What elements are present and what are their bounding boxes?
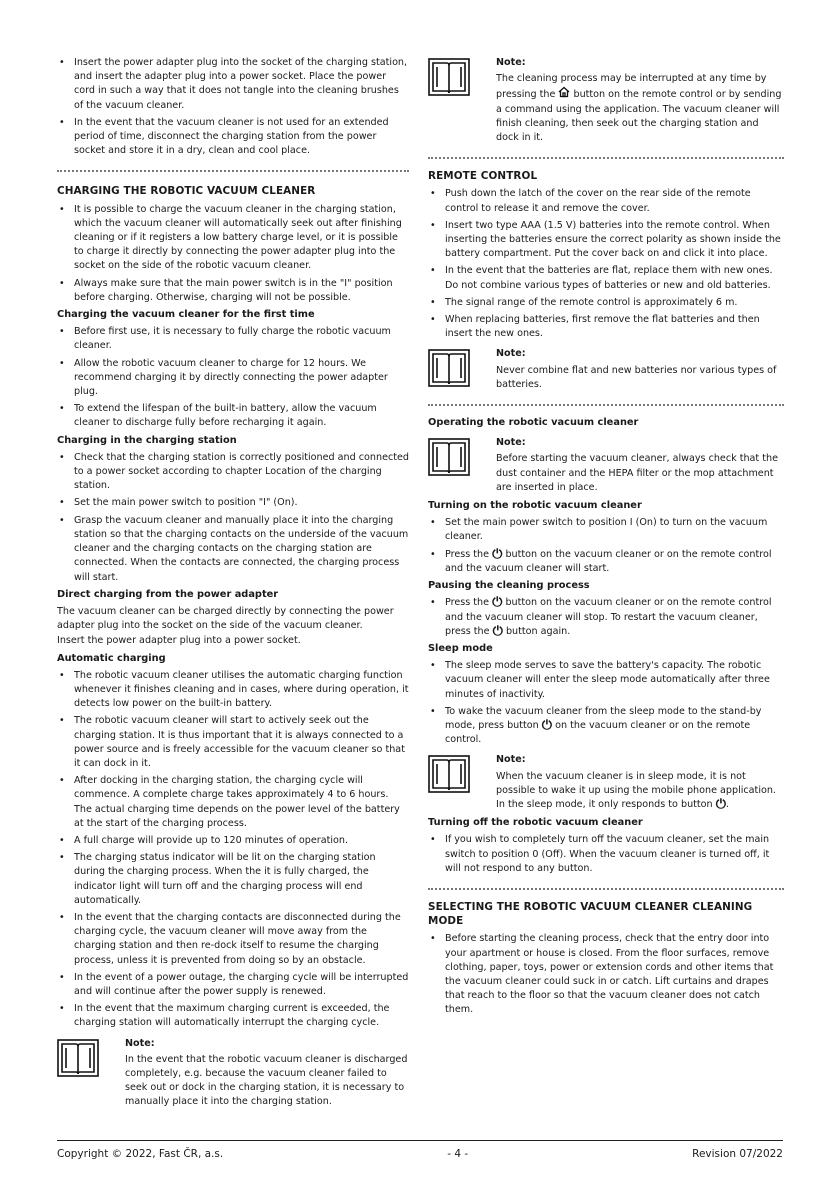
book-icon — [428, 755, 470, 793]
dotted-separator — [57, 170, 409, 172]
page-number: - 4 - — [447, 1148, 469, 1160]
list-item: • To extend the lifespan of the built-in battery, allow the vacuum cleaner to discharge fully before recharging it again. — [57, 402, 409, 430]
note-box — [57, 1037, 409, 1110]
list-item: • Insert the power adapter plug into the socket of the charging station, and insert the adapter plug into a power socket. Place the power cord in such a way that it does not tangle into the cleaning brushes of the vacuum cleaner. — [57, 56, 409, 113]
text-part: on the vacuum cleaner or on the remote control. — [445, 719, 751, 746]
book-icon — [57, 1039, 99, 1077]
note-text — [496, 798, 784, 812]
note-title: Note: — [496, 437, 526, 449]
list-item: • Always make sure that the main power switch is in the "I" position before charging. Otherwise, charging will not be possible. — [57, 277, 409, 305]
turning-off-list — [428, 833, 784, 876]
text-part: . — [725, 798, 730, 810]
list-item: • When replacing batteries, first remove the flat batteries and then insert the new ones. — [428, 313, 784, 341]
list-item: • The robotic vacuum cleaner utilises the automatic charging function whenever it finishes cleaning and in cases, where during operation, it detects low power on the built-in battery. — [57, 669, 409, 712]
text-part: button on the vacuum cleaner or on the remote control and the vacuum cleaner will start. — [445, 548, 772, 574]
station-list — [57, 451, 409, 585]
section-heading-charging: CHARGING THE ROBOTIC VACUUM CLEANER — [57, 185, 316, 198]
intro-list — [57, 56, 409, 158]
text-part: To wake the vacuum cleaner from the sleep mode to the stand-by mode, press button — [445, 705, 762, 731]
list-item: • In the event that the charging contacts are disconnected during the charging cycle, the vacuum cleaner will move away from the charging station and then re-dock itself to resume the charging process, unless it is prevented from doing so by an obstacle. — [57, 911, 409, 968]
note-box — [428, 753, 784, 812]
home-icon — [558, 86, 570, 100]
revision: Revision 07/2022 — [692, 1148, 783, 1160]
subheading-automatic: Automatic charging — [57, 652, 166, 664]
list-item: • The robotic vacuum cleaner will start to actively seek out the charging station. It is thus important that it is always connected to a power source and is freely accessible for the vacuum cleaner so that it can dock in it. — [57, 714, 409, 771]
subheading-direct: Direct charging from the power adapter — [57, 588, 279, 600]
note-text: In the event that the robotic vacuum cleaner is discharged completely, e.g. because the vacuum cleaner failed to seek out or dock in the charging station, it is necessary to manually place it into the charging station. — [125, 1053, 408, 1108]
book-icon — [428, 349, 470, 387]
list-item — [428, 705, 784, 748]
note-text-part: button on the remote control or by sending a command using the application. The vacuum cleaner will finish cleaning, then seek out the charging station and dock in it. — [496, 89, 782, 144]
note-text: Never combine flat and new batteries nor various types of batteries. — [496, 364, 777, 390]
list-item: • The sleep mode serves to save the battery's capacity. The robotic vacuum cleaner will enter the sleep mode automatically after three minutes of inactivity. — [428, 659, 784, 702]
text-part: button again. — [505, 625, 571, 637]
book-icon — [428, 58, 470, 96]
note-content — [496, 436, 784, 495]
sleep-list — [428, 659, 784, 747]
note-text: Before starting the vacuum cleaner, always check that the dust container and the HEPA filter or the mop attachment are inserted in place. — [496, 453, 778, 493]
remote-list — [428, 187, 784, 341]
note-title: Note: — [496, 57, 526, 68]
note-text: When the vacuum cleaner is in sleep mode, it is not possible to wake it up using the mobile phone application. — [496, 770, 776, 796]
list-item: • In the event of a power outage, the charging cycle will be interrupted and will continue after the power supply is renewed. — [57, 971, 409, 999]
list-item: • A full charge will provide up to 120 minutes of operation. — [57, 834, 409, 848]
page-footer — [57, 1140, 783, 1160]
section-heading-mode: SELECTING THE ROBOTIC VACUUM CLEANER CLEANING MODE — [428, 900, 753, 928]
text-part: Press the — [445, 548, 490, 560]
list-item: • Grasp the vacuum cleaner and manually place it into the charging station so that the charging contacts on the underside of the vacuum cleaner and the charging contacts on the charging station are connected. When the contacts are connected, the charging process will start. — [57, 514, 409, 585]
list-item: • The charging status indicator will be lit on the charging station during the charging process. When the it is fully charged, the indicator light will turn off and the charging process will end automatically. — [57, 851, 409, 908]
list-item: • Set the main power switch to position "I" (On). — [57, 496, 409, 510]
list-item: • Insert two type AAA (1.5 V) batteries into the remote control. When inserting the batteries ensure the correct polarity as shown inside the battery compartment. Put the cover back on and click it into place. — [428, 219, 784, 262]
list-item — [428, 548, 784, 576]
note-title: Note: — [496, 754, 526, 766]
note-title: Note: — [496, 348, 526, 360]
subheading-sleep: Sleep mode — [428, 642, 493, 654]
list-item: • After docking in the charging station, the charging cycle will commence. A complete charge takes approximately 4 to 6 hours. The actual charging time depends on the power level of the battery at the start of the charging process. — [57, 774, 409, 831]
subheading-operating: Operating the robotic vacuum cleaner — [428, 417, 639, 429]
list-item: • Check that the charging station is correctly positioned and connected to a power socket according to chapter Location of the charging station. — [57, 451, 409, 494]
list-item: • Set the main power switch to position I (On) to turn on the vacuum cleaner. — [428, 516, 784, 544]
section-heading-remote: REMOTE CONTROL — [428, 170, 538, 183]
subheading-pausing: Pausing the cleaning process — [428, 580, 590, 592]
list-item: • The signal range of the remote control is approximately 6 m. — [428, 296, 784, 310]
pausing-list — [428, 596, 784, 639]
text-part: In the sleep mode, it only responds to button — [496, 798, 713, 810]
subheading-turning-off: Turning off the robotic vacuum cleaner — [428, 817, 643, 829]
note-content — [496, 56, 784, 145]
note-box — [428, 436, 784, 495]
note-content — [496, 347, 784, 392]
text-part: button on the vacuum cleaner or on the remote control and the vacuum cleaner will stop. To restart the vacuum cleaner, press the — [445, 597, 772, 637]
note-text — [496, 72, 784, 145]
turning-on-list — [428, 516, 784, 576]
note-title: Note: — [125, 1037, 155, 1049]
list-item: • Push down the latch of the cover on the rear side of the remote control to release it and remove the cover. — [428, 187, 784, 215]
list-item: • Before first use, it is necessary to fully charge the robotic vacuum cleaner. — [57, 325, 409, 353]
text-part: Press the — [445, 597, 490, 609]
list-item: • In the event that the maximum charging current is exceeded, the charging station will automatically interrupt the charging cycle. — [57, 1002, 409, 1030]
note-text-part: The cleaning process may be interrupted at any time by pressing the — [496, 73, 767, 101]
copyright: Copyright © 2022, Fast ČR, a.s. — [57, 1148, 224, 1160]
list-item: • In the event that the batteries are flat, replace them with new ones. Do not combine various types of batteries or new and old batteries. — [428, 264, 784, 292]
paragraph: Insert the power adapter plug into a power socket. — [57, 635, 301, 647]
power-icon: ⏻ — [541, 717, 553, 733]
note-content — [496, 753, 784, 812]
list-item: • Before starting the cleaning process, check that the entry door into your apartment or house is closed. From the floor surfaces, remove clothing, paper, toys, power or extension cords and other items that the vacuum cleaner could suck in or catch. Lift curtains and drapes that reach to the floor so that the vacuum cleaner does not catch them. — [428, 932, 784, 1017]
paragraph: The vacuum cleaner can be charged directly by connecting the power adapter plug into the socket on the side of the vacuum cleaner. — [57, 605, 394, 632]
list-item — [428, 596, 784, 639]
subheading-station: Charging in the charging station — [57, 434, 237, 446]
note-content — [125, 1037, 409, 1110]
dotted-separator — [428, 157, 784, 159]
note-box — [428, 56, 784, 145]
right-column — [428, 56, 784, 1021]
left-column — [57, 56, 409, 1114]
power-icon: ⏻ — [715, 796, 726, 812]
dotted-separator — [428, 404, 784, 406]
list-item: • In the event that the vacuum cleaner is not used for an extended period of time, disconnect the charging station from the power socket and store it in a dry, clean and cool place. — [57, 116, 409, 159]
charging-list — [57, 203, 409, 305]
power-icon: ⏻ — [492, 546, 503, 562]
note-box — [428, 347, 784, 392]
power-icon: ⏻ — [492, 595, 503, 611]
power-icon: ⏻ — [492, 623, 503, 639]
list-item: • Allow the robotic vacuum cleaner to charge for 12 hours. We recommend charging it by directly connecting the power adapter plug. — [57, 357, 409, 400]
first-time-list — [57, 325, 409, 430]
subheading-first-time: Charging the vacuum cleaner for the first time — [57, 309, 315, 321]
dotted-separator — [428, 888, 784, 890]
list-item: • It is possible to charge the vacuum cleaner in the charging station, which the vacuum cleaner will automatically seek out after finishing cleaning or if it registers a low battery charge level, or it is possible to charge it directly by connecting the power adapter plug into the socket on the side of the robotic vacuum cleaner. — [57, 203, 409, 274]
subheading-turning-on: Turning on the robotic vacuum cleaner — [428, 500, 642, 512]
automatic-list — [57, 669, 409, 1031]
mode-list — [428, 932, 784, 1017]
book-icon — [428, 438, 470, 476]
list-item: • If you wish to completely turn off the vacuum cleaner, set the main switch to position 0 (Off). When the vacuum cleaner is turned off, it will not respond to any button. — [428, 833, 784, 876]
